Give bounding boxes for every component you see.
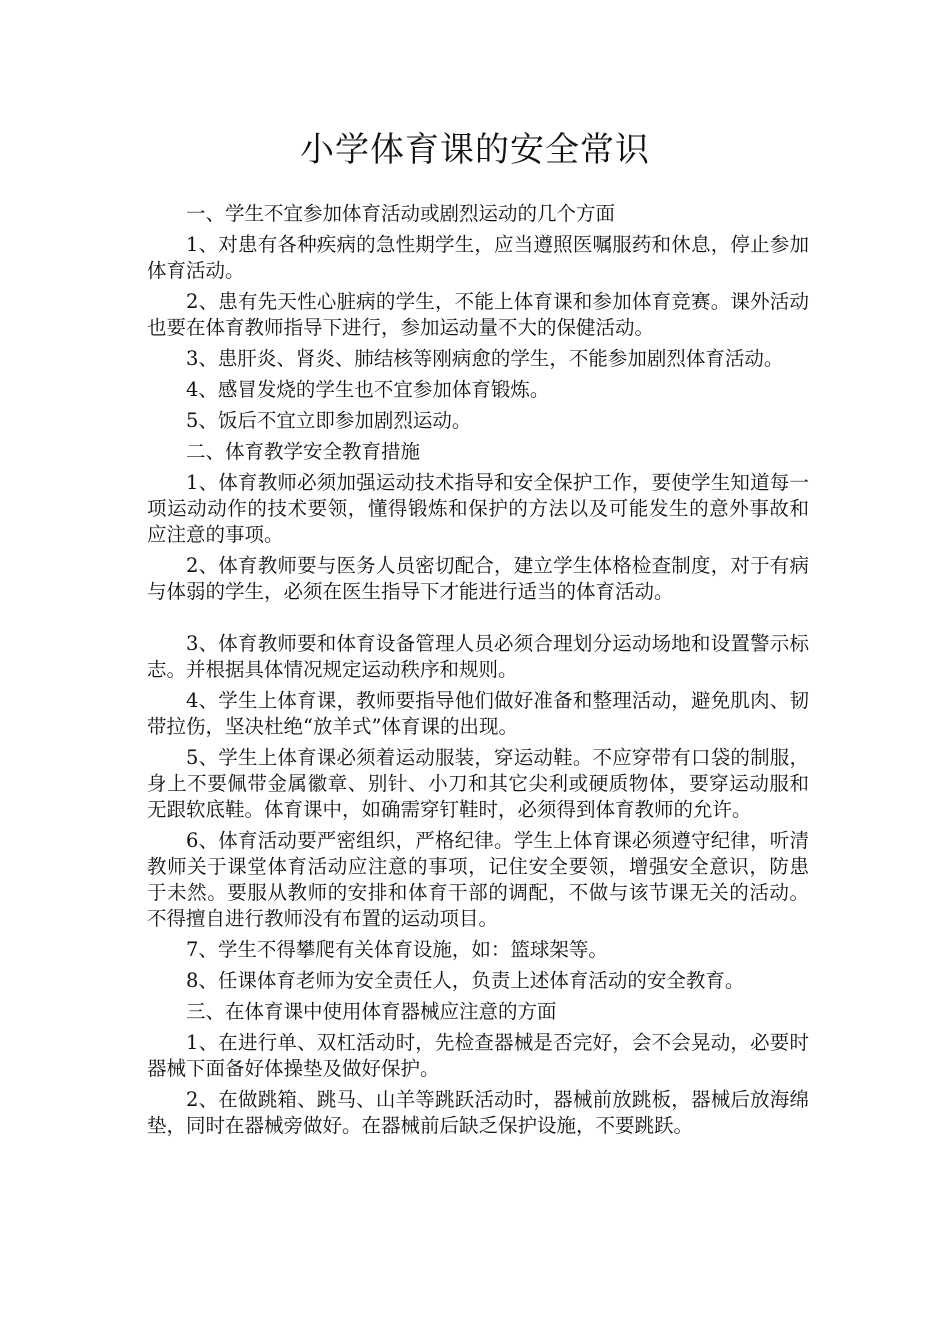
paragraph: 4、学生上体育课，教师要指导他们做好准备和整理活动，避免肌肉、韧带拉伤，坚决杜绝“放羊式”体育课的出现。	[147, 689, 809, 738]
paragraph: 5、学生上体育课必须着运动服装，穿运动鞋。不应穿带有口袋的制服，身上不要佩带金属徽章、别针、小刀和其它尖利或硬质物体，要穿运动服和无跟软底鞋。体育课中，如确需穿钉鞋时，必须得到体育教师的允许。	[147, 746, 809, 821]
paragraph: 6、体育活动要严密组织，严格纪律。学生上体育课必须遵守纪律，听清教师关于课堂体育活动应注意的事项，记住安全要领，增强安全意识，防患于未然。要服从教师的安排和体育干部的调配，不做与该节课无关的活动。不得擅自进行教师没有布置的运动项目。	[147, 829, 809, 930]
section-heading-2: 二、体育教学安全教育措施	[186, 440, 421, 463]
paragraph: 3、患肝炎、肾炎、肺结核等刚病愈的学生，不能参加剧烈体育活动。	[186, 347, 784, 370]
paragraph: 2、在做跳箱、跳马、山羊等跳跃活动时，器械前放跳板，器械后放海绵垫，同时在器械旁做好。在器械前后缺乏保护设施，不要跳跃。	[147, 1088, 809, 1137]
paragraph: 5、饭后不宜立即参加剧烈运动。	[186, 409, 472, 432]
paragraph: 1、体育教师必须加强运动技术指导和安全保护工作，要使学生知道每一项运动动作的技术要领，懂得锻炼和保护的方法以及可能发生的意外事故和应注意的事项。	[147, 471, 809, 546]
paragraph: 2、患有先天性心脏病的学生，不能上体育课和参加体育竞赛。课外活动也要在体育教师指导下进行，参加运动量不大的保健活动。	[147, 290, 809, 339]
paragraph: 2、体育教师要与医务人员密切配合，建立学生体格检查制度，对于有病与体弱的学生，必须在医生指导下才能进行适当的体育活动。	[147, 554, 809, 603]
paragraph: 7、学生不得攀爬有关体育设施，如：篮球架等。	[186, 938, 608, 961]
document-body	[147, 201, 809, 1144]
section-heading-3: 三、在体育课中使用体育器械应注意的方面	[186, 1000, 557, 1023]
paragraph: 8、任课体育老师为安全责任人，负责上述体育活动的安全教育。	[186, 969, 745, 992]
document-title: 小学体育课的安全常识	[300, 130, 650, 170]
paragraph: 4、感冒发烧的学生也不宜参加体育锻炼。	[186, 378, 550, 401]
section-heading-1: 一、学生不宜参加体育活动或剧烈运动的几个方面	[186, 202, 616, 225]
paragraph: 1、在进行单、双杠活动时，先检查器械是否完好，会不会晃动，必要时器械下面备好体操垫及做好保护。	[147, 1031, 809, 1080]
paragraph: 1、对患有各种疾病的急性期学生，应当遵照医嘱服药和休息，停止参加体育活动。	[147, 233, 809, 282]
paragraph: 3、体育教师要和体育设备管理人员必须合理划分运动场地和设置警示标志。并根据具体情况规定运动秩序和规则。	[147, 632, 809, 681]
